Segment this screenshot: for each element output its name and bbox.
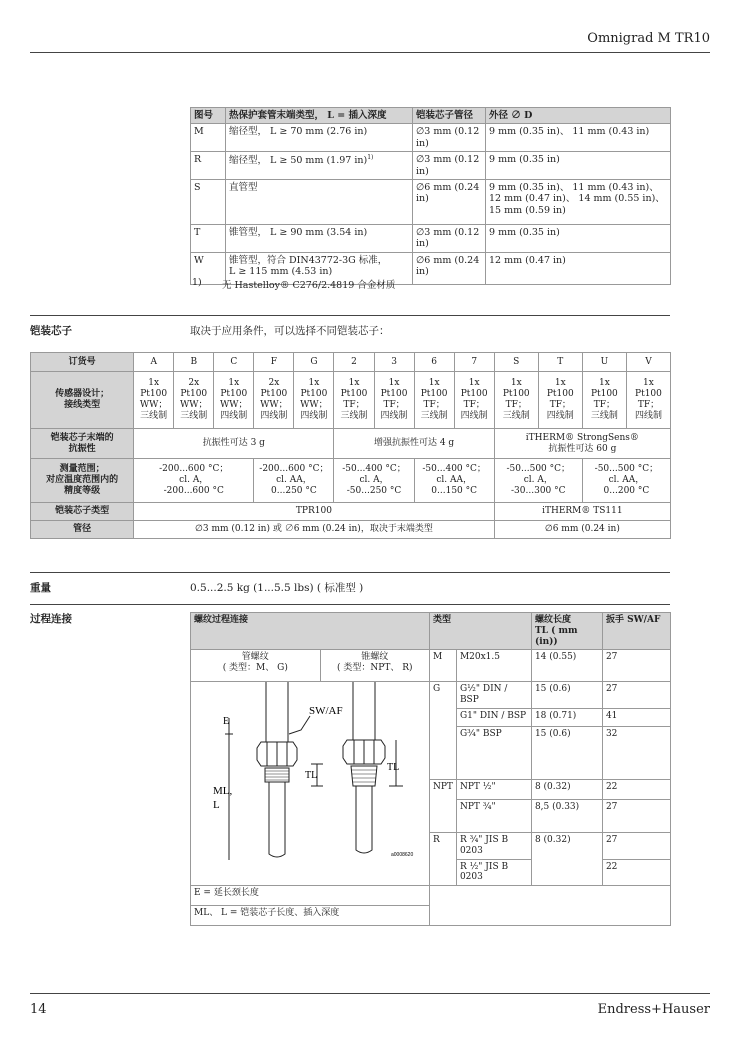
cell-text: 缩径型， L ≥ 50 mm (1.97 in) [229,155,368,167]
footnote-ref: 1) [367,154,374,162]
type-code: G [430,682,457,780]
table-cell: 15 (0.6) [531,726,602,779]
table-cell: 41 [602,708,670,726]
order-code: 6 [414,353,454,372]
order-code: F [254,353,294,372]
table-row [191,682,671,709]
label-l: L [213,799,220,812]
section-title-insert: 铠装芯子 [30,325,72,337]
table-row [31,429,671,459]
col-header: 类型 [430,613,532,650]
order-code: 3 [374,353,414,372]
design-cell: 1x Pt100 TF； 四线制 [454,372,494,429]
order-code: U [582,353,626,372]
table-cell: 18 (0.71) [531,708,602,726]
footnote-number: 1) [192,277,202,288]
col-header: 热保护套管末端类型， L = 插入深度 [226,108,413,124]
table-cell: 27 [602,650,670,682]
design-cell: 1x Pt100 WW； 四线制 [214,372,254,429]
design-cell: 1x Pt100 TF； 四线制 [374,372,414,429]
row-label: 测量范围； 对应温度范围内的 精度等级 [31,459,134,503]
table-cell: 22 [602,859,670,886]
table-cell: 9 mm (0.35 in)、 11 mm (0.43 in)、 12 mm (0.47 in)、 14 mm (0.55 in)、 15 mm (0.59 in) [486,179,671,224]
table-row [31,503,671,521]
type-code: NPT [430,779,457,832]
table-cell: 8 (0.32) [531,832,602,885]
table-cell: S [191,179,226,224]
table-cell: NPT ¾" [456,799,531,832]
thermowell-drawing [191,682,430,886]
tip-table [190,107,671,285]
empty-cell [430,886,671,926]
table-row [191,124,671,152]
table-cell: 9 mm (0.35 in) [486,152,671,180]
footer-rule [30,993,710,994]
label-ml: ML, [213,785,233,798]
table-cell: 27 [602,799,670,832]
order-code: 2 [334,353,374,372]
order-code: B [174,353,214,372]
col-header: 图号 [191,108,226,124]
table-cell: G¾" BSP [456,726,531,779]
table-cell: R ¾" JIS B 0203 [456,832,531,859]
design-cell: 1x Pt100 WW； 三线制 [134,372,174,429]
weight-value: 0.5...2.5 kg (1...5.5 lbs) ( 标准型 ) [190,582,364,594]
table-cell: G½" DIN / BSP [456,682,531,709]
design-cell: 1x Pt100 TF； 四线制 [538,372,582,429]
range-cell: -50...500 °C； cl. AA， 0...200 °C [582,459,670,503]
label-tl: TL [305,770,318,782]
row-label: 铠装芯子末端的 抗振性 [31,429,134,459]
table-cell: R [191,152,226,180]
table-cell: ∅3 mm (0.12 in) [413,124,486,152]
design-cell: 1x Pt100 TF； 三线制 [414,372,454,429]
drawing-code: a0008620 [391,852,414,859]
table-cell: 9 mm (0.35 in)、 11 mm (0.43 in) [486,124,671,152]
type-code: R [430,832,457,885]
section-rule [30,315,670,316]
table-row [31,372,671,429]
vibration-cell: 增强抗振性可达 4 g [334,429,494,459]
range-cell: -50...500 °C； cl. A， -30...300 °C [494,459,582,503]
table-row [191,152,671,180]
range-cell: -200...600 °C； cl. AA， 0...250 °C [254,459,334,503]
table-cell: M20x1.5 [456,650,531,682]
order-code: A [134,353,174,372]
insert-table [30,352,671,539]
design-cell: 1x Pt100 TF； 三线制 [334,372,374,429]
col-header: 螺纹过程连接 [191,613,430,650]
table-row [31,353,671,372]
order-code: G [294,353,334,372]
table-cell: 8 (0.32) [531,779,602,799]
section-title-process: 过程连接 [30,613,72,625]
row-label: 订货号 [31,353,134,372]
table-cell: T [191,224,226,252]
type-code: M [430,650,457,682]
table-cell: 直管型 [226,179,413,224]
footnote-text: 无 Hastelloy® C276/2.4819 合金材质 [222,280,396,291]
table-cell: W [191,252,226,284]
thread-drawing [191,682,429,860]
table-row [191,886,671,906]
table-cell: ∅3 mm (0.12 in) [413,152,486,180]
table-cell: 32 [602,726,670,779]
table-cell: 9 mm (0.35 in) [486,224,671,252]
pipe-thread-caption: 管螺纹 ( 类型：M、 G) [191,650,321,682]
order-code: S [494,353,538,372]
table-row [191,613,671,650]
range-cell: -50...400 °C； cl. AA， 0...150 °C [414,459,494,503]
label-swaf: SW/AF [309,705,343,718]
table-cell: 锥管型，符合 DIN43772-3G 标准， L ≥ 115 mm (4.53 in) [226,252,413,284]
table-cell: 15 (0.6) [531,682,602,709]
range-cell: -200...600 °C； cl. A， -200...600 °C [134,459,254,503]
table-cell: 12 mm (0.47 in) [486,252,671,284]
footer-brand: Endress+Hauser [597,1002,710,1017]
col-header: 铠装芯子管径 [413,108,486,124]
col-header: 螺纹长度 TL ( mm (in)) [531,613,602,650]
label-tl-taper: TL [387,762,400,774]
table-cell [226,152,413,180]
col-header: 扳手 SW/AF [602,613,670,650]
vibration-cell: 抗振性可达 3 g [134,429,334,459]
table-cell: 27 [602,682,670,709]
range-cell: -50...400 °C； cl. A， -50...250 °C [334,459,414,503]
process-table [190,612,671,926]
design-cell: 2x Pt100 WW； 四线制 [254,372,294,429]
table-row [191,179,671,224]
design-cell: 1x Pt100 TF； 四线制 [626,372,670,429]
table-row [191,224,671,252]
table-cell: ∅6 mm (0.24 in) [413,252,486,284]
table-row [31,459,671,503]
table-row [191,650,671,682]
order-code: V [626,353,670,372]
header-title: Omnigrad M TR10 [587,31,710,46]
table-cell: G1" DIN / BSP [456,708,531,726]
order-code: 7 [454,353,494,372]
table-cell: R ½" JIS B 0203 [456,859,531,886]
row-label: 铠装芯子类型 [31,503,134,521]
insert-type-cell: iTHERM® TS111 [494,503,670,521]
section-rule [30,604,670,605]
col-header: 外径 ∅ D [486,108,671,124]
taper-thread-caption: 锥螺纹 ( 类型：NPT、 R) [320,650,429,682]
table-cell: 锥管型， L ≥ 90 mm (3.54 in) [226,224,413,252]
table-cell: NPT ½" [456,779,531,799]
order-code: T [538,353,582,372]
section-rule [30,572,670,573]
insert-description: 取决于应用条件，可以选择不同铠装芯子： [190,325,390,337]
design-cell: 2x Pt100 WW； 三线制 [174,372,214,429]
section-title-weight: 重量 [30,582,51,594]
legend-item: ML、 L = 铠装芯子长度、插入深度 [191,906,430,926]
insert-type-cell: TPR100 [134,503,495,521]
diameter-cell: ∅3 mm (0.12 in) 或 ∅6 mm (0.24 in)，取决于末端类型 [134,521,495,539]
table-cell: ∅6 mm (0.24 in) [413,179,486,224]
vibration-cell: iTHERM® StrongSens® 抗振性可达 60 g [494,429,670,459]
page-number: 14 [30,1002,47,1017]
row-label: 传感器设计； 接线类型 [31,372,134,429]
table-cell: 8,5 (0.33) [531,799,602,832]
table-cell: 缩径型， L ≥ 70 mm (2.76 in) [226,124,413,152]
legend-item: E = 延长颈长度 [191,886,430,906]
table-cell: 27 [602,832,670,859]
table-cell: ∅3 mm (0.12 in) [413,224,486,252]
table-cell: 14 (0.55) [531,650,602,682]
design-cell: 1x Pt100 WW； 四线制 [294,372,334,429]
table-row [31,521,671,539]
header-rule [30,52,710,53]
design-cell: 1x Pt100 TF； 三线制 [582,372,626,429]
order-code: C [214,353,254,372]
label-e: E [223,716,230,728]
table-cell: 22 [602,779,670,799]
design-cell: 1x Pt100 TF； 三线制 [494,372,538,429]
row-label: 管径 [31,521,134,539]
diameter-cell: ∅6 mm (0.24 in) [494,521,670,539]
table-cell: M [191,124,226,152]
